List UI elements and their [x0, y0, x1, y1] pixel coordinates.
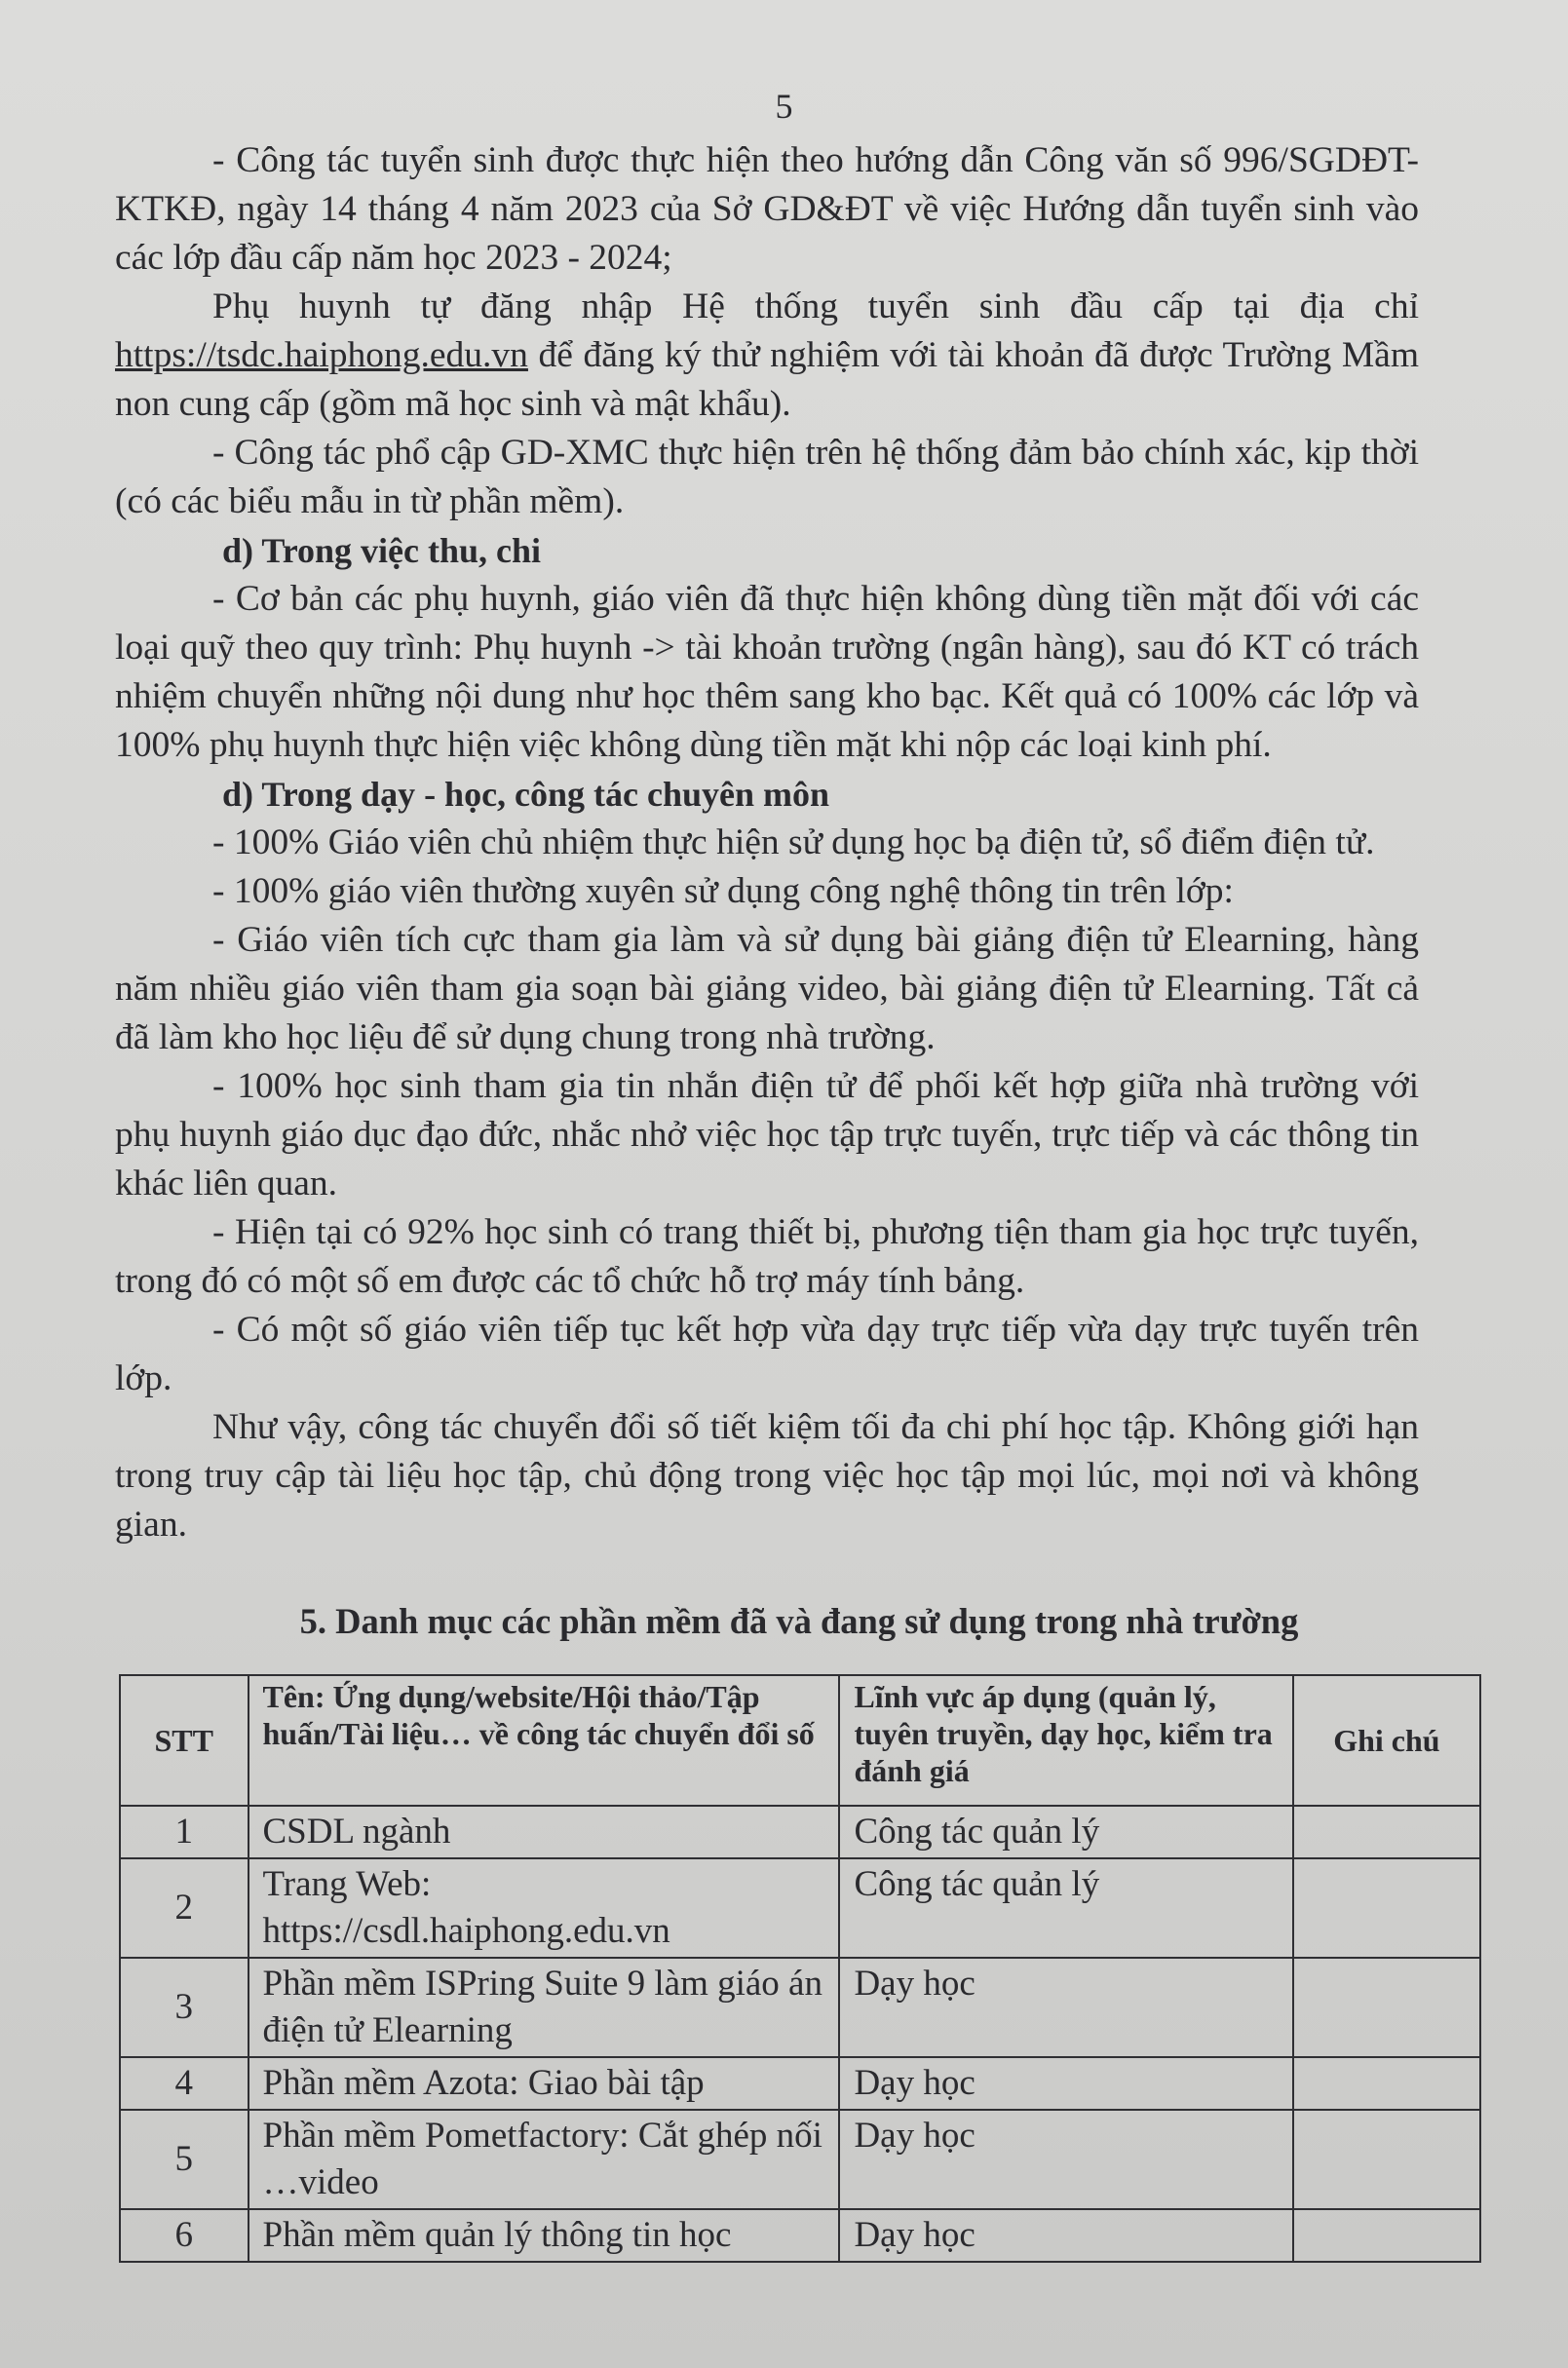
table-title: 5. Danh mục các phần mềm đã và đang sử dụng trong nhà trường [299, 1601, 1299, 1641]
heading-teaching: d) Trong dạy - học, công tác chuyên môn [222, 775, 830, 814]
table-row [120, 2057, 1480, 2110]
cell-field: Dạy học [839, 2110, 1292, 2209]
paragraph-messaging: - 100% học sinh tham gia tin nhắn điện tử để phối kết hợp giữa nhà trường với phụ huynh giáo dục đạo đức, nhắc nhở việc học tập trực tuyến, trực tiếp và các thông tin khác liên quan. [115, 1066, 1419, 1203]
cell-name: Phần mềm Pometfactory: Cắt ghép nối …video [249, 2110, 840, 2209]
paragraph-cashless: - Cơ bản các phụ huynh, giáo viên đã thực hiện không dùng tiền mặt đối với các loại quỹ theo quy trình: Phụ huynh -> tài khoản trường (ngân hàng), sau đó KT có trách nhiệm chuyển những nội dung như học thêm sang kho bạc. Kết quả có 100% các lớp và 100% phụ huynh thực hiện việc không dùng tiền mặt khi nộp các loại kinh phí. [115, 579, 1419, 765]
table-row [120, 2110, 1480, 2209]
table-row [120, 1858, 1480, 1958]
cell-stt: 2 [120, 1858, 249, 1958]
cell-field: Dạy học [839, 1958, 1292, 2057]
cell-field: Công tác quản lý [839, 1806, 1292, 1858]
page-number: 5 [775, 87, 793, 126]
cell-field: Dạy học [839, 2209, 1292, 2262]
cell-note [1293, 2209, 1480, 2262]
cell-name: Trang Web: https://csdl.haiphong.edu.vn [249, 1858, 840, 1958]
table-row [120, 2209, 1480, 2262]
cell-note [1293, 1806, 1480, 1858]
cell-stt: 4 [120, 2057, 249, 2110]
header-stt: STT [120, 1675, 249, 1806]
header-name: Tên: Ứng dụng/website/Hội thảo/Tập huấn/Tài liệu… về công tác chuyển đổi số [249, 1675, 840, 1806]
cell-field: Dạy học [839, 2057, 1292, 2110]
paragraph-conclusion: Như vậy, công tác chuyển đổi số tiết kiệm tối đa chi phí học tập. Không giới hạn trong truy cập tài liệu học tập, chủ động trong việc học tập mọi lúc, mọi nơi và không gian. [115, 1407, 1419, 1545]
paragraph-it-usage: - 100% giáo viên thường xuyên sử dụng công nghệ thông tin trên lớp: [212, 871, 1234, 911]
table-row [120, 1958, 1480, 2057]
cell-name: CSDL ngành [249, 1806, 840, 1858]
paragraph-registration [115, 283, 1419, 429]
cell-note [1293, 1958, 1480, 2057]
header-note: Ghi chú [1293, 1675, 1480, 1806]
cell-field: Công tác quản lý [839, 1858, 1292, 1958]
cell-note [1293, 2057, 1480, 2110]
paragraph-devices: - Hiện tại có 92% học sinh có trang thiết bị, phương tiện tham gia học trực tuyến, trong đó có một số em được các tổ chức hỗ trợ máy tính bảng. [115, 1212, 1419, 1301]
paragraph-registration-before: Phụ huynh tự đăng nhập Hệ thống tuyển sinh đầu cấp tại địa chỉ [212, 286, 1419, 326]
paragraph-registration-after: để đăng ký thử nghiệm với tài khoản đã được Trường Mầm non cung cấp (gồm mã học sinh và mật khẩu). [115, 335, 1419, 424]
cell-stt: 3 [120, 1958, 249, 2057]
cell-name: Phần mềm Azota: Giao bài tập [249, 2057, 840, 2110]
paragraph-digital-records: - 100% Giáo viên chủ nhiệm thực hiện sử dụng học bạ điện tử, sổ điểm điện tử. [212, 822, 1375, 862]
header-field: Lĩnh vực áp dụng (quản lý, tuyên truyền, dạy học, kiểm tra đánh giá [839, 1675, 1292, 1806]
heading-revenue-expense: d) Trong việc thu, chi [222, 531, 542, 570]
table-header-row [120, 1675, 1480, 1806]
paragraph-hybrid-teaching: - Có một số giáo viên tiếp tục kết hợp vừa dạy trực tiếp vừa dạy trực tuyến trên lớp. [115, 1310, 1419, 1398]
registration-link[interactable]: https://tsdc.haiphong.edu.vn [115, 335, 528, 375]
paragraph-admissions: - Công tác tuyển sinh được thực hiện theo hướng dẫn Công văn số 996/SGDĐT-KTKĐ, ngày 14 tháng 4 năm 2023 của Sở GD&ĐT về việc Hướng dẫn tuyển sinh vào các lớp đầu cấp năm học 2023 - 2024; [115, 140, 1419, 278]
cell-stt: 6 [120, 2209, 249, 2262]
cell-name: Phần mềm ISPring Suite 9 làm giáo án điện tử Elearning [249, 1958, 840, 2057]
cell-note [1293, 1858, 1480, 1958]
cell-note [1293, 2110, 1480, 2209]
cell-name: Phần mềm quản lý thông tin học [249, 2209, 840, 2262]
table-row [120, 1806, 1480, 1858]
paragraph-elearning: - Giáo viên tích cực tham gia làm và sử dụng bài giảng điện tử Elearning, hàng năm nhiều giáo viên tham gia soạn bài giảng video, bài giảng điện tử Elearning. Tất cả đã làm kho học liệu để sử dụng chung trong nhà trường. [115, 920, 1419, 1057]
cell-stt: 1 [120, 1806, 249, 1858]
cell-stt: 5 [120, 2110, 249, 2209]
body-text [115, 136, 1419, 1549]
software-table [119, 1674, 1481, 2263]
paragraph-universalization: - Công tác phổ cập GD-XMC thực hiện trên hệ thống đảm bảo chính xác, kịp thời (có các biểu mẫu in từ phần mềm). [115, 433, 1419, 521]
